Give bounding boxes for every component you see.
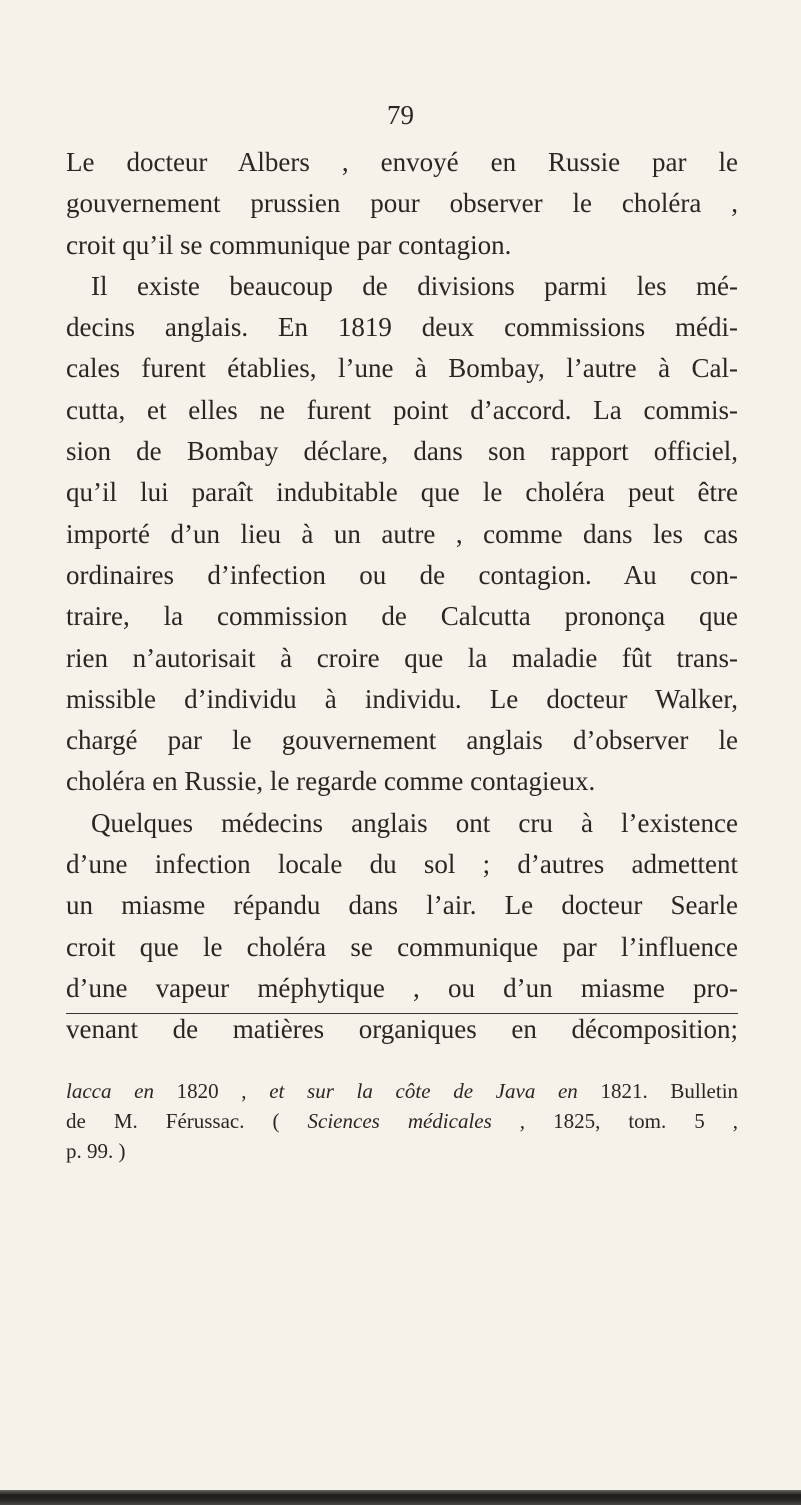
text-line: choléra en Russie, le regarde comme contagieux. xyxy=(66,766,596,797)
text-line: importé d’un lieu à un autre , comme dans les cas xyxy=(66,518,738,549)
footnote-italic: et sur la côte de Java en xyxy=(269,1079,578,1103)
text-line: sion de Bombay déclare, dans son rapport officiel, xyxy=(66,436,738,467)
text-line: d’une vapeur méphytique , ou d’un miasme pro- xyxy=(66,972,738,1003)
text-line: cutta, et elles ne furent point d’accord. La commis- xyxy=(66,394,738,425)
text-line: rien n’autorisait à croire que la maladie fût trans- xyxy=(66,642,738,673)
text-line: d’une infection locale du sol ; d’autres admettent xyxy=(66,849,738,880)
text-line: croit que le choléra se communique par l’influence xyxy=(66,931,738,962)
footnote-italic: Sciences médicales , xyxy=(307,1109,526,1133)
text-line: chargé par le gouvernement anglais d’observer le xyxy=(66,725,738,756)
text-line: Quelques médecins anglais ont cru à l’existence xyxy=(91,807,738,838)
page-number: 79 xyxy=(387,100,414,130)
text-line: Le docteur Albers , envoyé en Russie par le xyxy=(66,147,738,177)
footnote-italic: lacca en xyxy=(66,1079,154,1103)
footnote-line xyxy=(66,1076,738,1106)
text-line: gouvernement prussien pour observer le choléra , xyxy=(66,188,738,219)
body-text xyxy=(66,142,738,1051)
footnote-rule xyxy=(66,1013,738,1014)
footnote-text: 1825, tom. 5 , xyxy=(553,1109,739,1133)
text-line: Il existe beaucoup de divisions parmi les mé- xyxy=(91,270,738,301)
footnote-text: 1820 , xyxy=(176,1079,247,1103)
footnote-line xyxy=(66,1136,738,1166)
footnote xyxy=(66,1076,738,1166)
footnote-text: 1821. Bulletin xyxy=(600,1079,739,1103)
text-line: croit qu’il se communique par contagion. xyxy=(66,229,512,260)
footnote-text: p. 99. ) xyxy=(66,1139,126,1163)
text-line: decins anglais. En 1819 deux commissions médi- xyxy=(66,312,738,343)
text-line: cales furent établies, l’une à Bombay, l’autre à Cal- xyxy=(66,353,738,384)
text-line: qu’il lui paraît indubitable que le choléra peut être xyxy=(66,477,738,508)
text-line: venant de matières organiques en décomposition; xyxy=(66,1014,738,1045)
footnote-line xyxy=(66,1106,738,1136)
page-bottom-edge xyxy=(0,1490,801,1505)
text-line: ordinaires d’infection ou de contagion. Au con- xyxy=(66,559,738,590)
footnote-text: de M. Férussac. ( xyxy=(66,1109,280,1133)
text-line: un miasme répandu dans l’air. Le docteur Searle xyxy=(66,890,738,921)
text-line: traire, la commission de Calcutta prononça que xyxy=(66,601,738,632)
text-line: missible d’individu à individu. Le docteur Walker, xyxy=(66,683,738,714)
